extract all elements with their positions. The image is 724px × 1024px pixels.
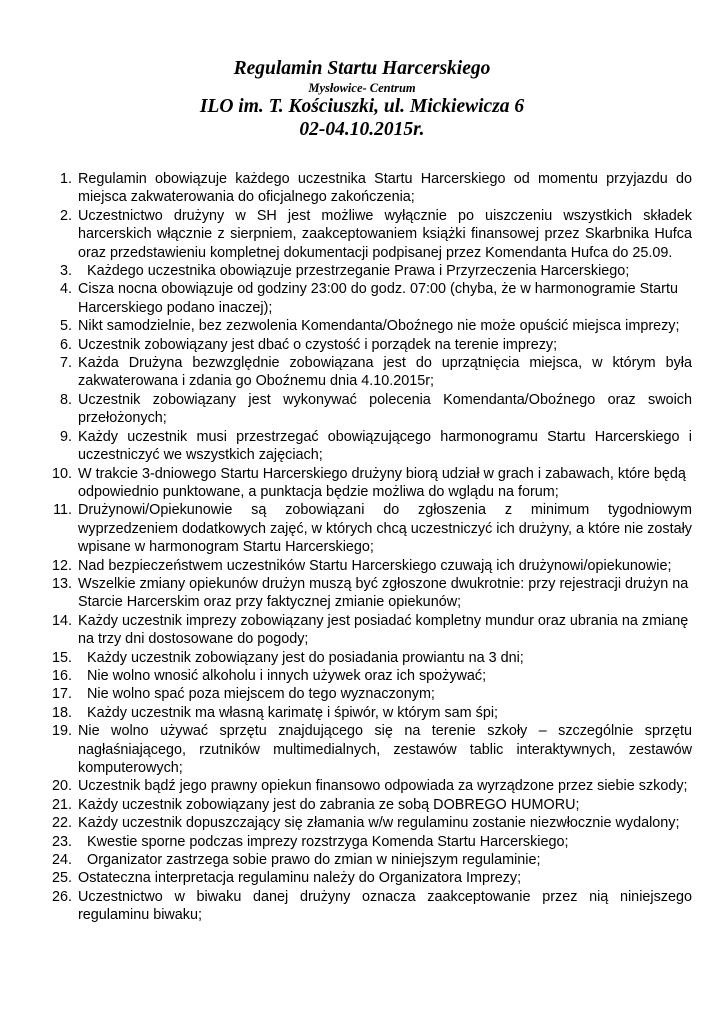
event-dates: 02-04.10.2015r. — [299, 119, 425, 140]
rule-item — [40, 354, 692, 391]
rule-number: 24. — [51, 852, 72, 869]
rule-text: Kwestie sporne podczas imprezy rozstrzyga Komenda Startu Harcerskiego; — [87, 833, 569, 850]
rule-text: Uczestnik bądź jego prawny opiekun finansowo odpowiada za wyrządzone przez siebie szkody; — [78, 778, 688, 795]
rule-text: Ostateczna interpretacja regulaminu należy do Organizatora Imprezy; — [78, 870, 522, 887]
rule-item — [40, 888, 692, 925]
rule-text: Każdy uczestnik zobowiązany jest do posiadania prowiantu na 3 dni; — [87, 649, 524, 666]
rule-item — [40, 465, 692, 502]
rule-item — [40, 722, 692, 777]
rule-text: Uczestnik zobowiązany jest wykonywać polecenia Komendanta/Oboźnego oraz swoich przełożonych; — [78, 391, 692, 427]
rule-number: 21. — [51, 796, 72, 813]
rule-number: 5. — [59, 318, 72, 335]
rule-number: 22. — [51, 815, 72, 832]
rule-item — [40, 336, 692, 354]
rule-text: Każdy uczestnik musi przestrzegać obowiązującego harmonogramu Startu Harcerskiego i uczestniczyć we wszystkich zajęciach; — [78, 428, 692, 464]
rules-list — [40, 170, 692, 925]
rule-text: Każdy uczestnik zobowiązany jest do zabrania ze sobą DOBREGO HUMORU; — [78, 796, 580, 813]
rule-item — [40, 557, 692, 575]
rule-item — [40, 649, 692, 667]
rule-number: 25. — [51, 870, 72, 887]
rule-item — [40, 612, 692, 649]
rule-item — [40, 575, 692, 612]
rule-text: Uczestnictwo w biwaku danej drużyny oznacza zaakceptowanie przez nią niniejszego regulaminu biwaku; — [78, 888, 692, 924]
rule-number: 26. — [51, 888, 72, 905]
rule-item — [40, 667, 692, 685]
rule-number: 4. — [59, 281, 72, 298]
rule-text: Uczestnictwo drużyny w SH jest możliwe wyłącznie po uiszczeniu wszystkich składek harcerskich włącznie z sierpniem, zaakceptowaniem książki finansowej przez Skarbnika Hufca oraz przedstawieniu kompletnej dokumentacji podpisanej przez Komendanta Hufca do 25.09. — [78, 207, 692, 261]
rule-number: 13. — [51, 575, 72, 592]
document-subtitle: Mysłowice- Centrum — [308, 81, 416, 95]
rule-text: Nie wolno używać sprzętu znajdującego się na terenie szkoły – szczególnie sprzętu nagłaśniającego, rzutników multimedialnych, zestawów tablic interaktywnych, zestawów komputerowych; — [78, 723, 692, 776]
rule-item — [40, 262, 692, 280]
rule-text: Cisza nocna obowiązuje od godziny 23:00 do godz. 07:00 (chyba, że w harmonogramie Startu Harcerskiego podano inaczej); — [78, 281, 678, 316]
rule-text: Nie wolno wnosić alkoholu i innych używek oraz ich spożywać; — [87, 667, 487, 684]
rule-number: 7. — [59, 355, 72, 372]
rule-number: 11. — [53, 502, 72, 519]
rule-text: Drużynowi/Opiekunowie są zobowiązani do zgłoszenia z minimum tygodniowym wyprzedzeniem dodatkowych zajęć, w których chcą uczestniczyć ich drużyny, a które nie zostały wpisane w harmonogram Startu Harcerskiego; — [78, 502, 692, 556]
rule-item — [40, 391, 692, 428]
rule-number: 2. — [59, 207, 72, 224]
rule-item — [40, 851, 692, 869]
rule-number: 23. — [51, 833, 72, 850]
rule-item — [40, 685, 692, 703]
rule-number: 3. — [59, 263, 72, 280]
rule-text: Organizator zastrzega sobie prawo do zmian w niniejszym regulaminie; — [87, 852, 541, 869]
rule-number: 6. — [59, 336, 72, 353]
rule-text: Wszelkie zmiany opiekunów drużyn muszą być zgłoszone dwukrotnie: przy rejestracji drużyn na Starcie Harcerskim oraz przy faktycznej zmianie opiekunów; — [78, 575, 689, 611]
rule-number: 20. — [51, 778, 72, 795]
rule-number: 19. — [51, 723, 72, 740]
rule-text: Nikt samodzielnie, bez zezwolenia Komendanta/Oboźnego nie może opuścić miejsca imprezy; — [78, 318, 680, 335]
rule-text: Regulamin obowiązuje każdego uczestnika Startu Harcerskiego od momentu przyjazdu do miejsca zakwaterowania do oficjalnego zakończenia; — [78, 171, 692, 206]
rule-number: 9. — [59, 428, 72, 445]
rule-item — [40, 428, 692, 465]
rule-text: Każdego uczestnika obowiązuje przestrzeganie Prawa i Przyrzeczenia Harcerskiego; — [87, 263, 630, 280]
rule-number: 12. — [51, 557, 72, 574]
rule-number: 16. — [51, 667, 72, 684]
rule-text: Każdy uczestnik dopuszczający się złamania w/w regulaminu zostanie niezwłocznie wydalony; — [78, 815, 680, 832]
rule-item — [40, 869, 692, 887]
rule-item — [40, 777, 692, 795]
rule-text: Każda Drużyna bezwzględnie zobowiązana jest do uprzątnięcia miejsca, w którym była zakwaterowana i zdania go Oboźnemu dnia 4.10.2015r; — [78, 355, 692, 390]
rule-number: 14. — [51, 612, 72, 629]
rule-item — [40, 704, 692, 722]
rule-text: Każdy uczestnik imprezy zobowiązany jest posiadać kompletny mundur oraz ubrania na zmianę na trzy dni dostosowane do pogody; — [78, 612, 689, 648]
rule-text: Każdy uczestnik ma własną karimatę i śpiwór, w którym sam śpi; — [87, 704, 499, 721]
rule-number: 17. — [51, 686, 72, 703]
rule-text: Nad bezpieczeństwem uczestników Startu Harcerskiego czuwają ich drużynowi/opiekunowie; — [78, 557, 672, 574]
rule-item — [40, 501, 692, 556]
rule-text: W trakcie 3-dniowego Startu Harcerskiego drużyny biorą udział w grach i zabawach, które będą odpowiednio punktowane, a punktacja będzie możliwa do wglądu na forum; — [78, 465, 686, 500]
rule-item — [40, 833, 692, 851]
rule-number: 8. — [59, 391, 72, 408]
rule-item — [40, 814, 692, 832]
rule-item — [40, 280, 692, 317]
rule-item — [40, 317, 692, 335]
rule-item — [40, 796, 692, 814]
document-title: Regulamin Startu Harcerskiego — [233, 58, 491, 79]
venue-line: ILO im. T. Kościuszki, ul. Mickiewicza 6 — [199, 96, 525, 117]
rule-number: 18. — [51, 704, 72, 721]
rule-number: 15. — [51, 649, 72, 666]
rule-text: Nie wolno spać poza miejscem do tego wyznaczonym; — [87, 686, 435, 703]
rule-text: Uczestnik zobowiązany jest dbać o czystość i porządek na terenie imprezy; — [78, 336, 558, 353]
rule-item — [40, 170, 692, 207]
rule-item — [40, 207, 692, 262]
rule-number: 1. — [59, 171, 72, 187]
rule-number: 10. — [51, 465, 72, 482]
